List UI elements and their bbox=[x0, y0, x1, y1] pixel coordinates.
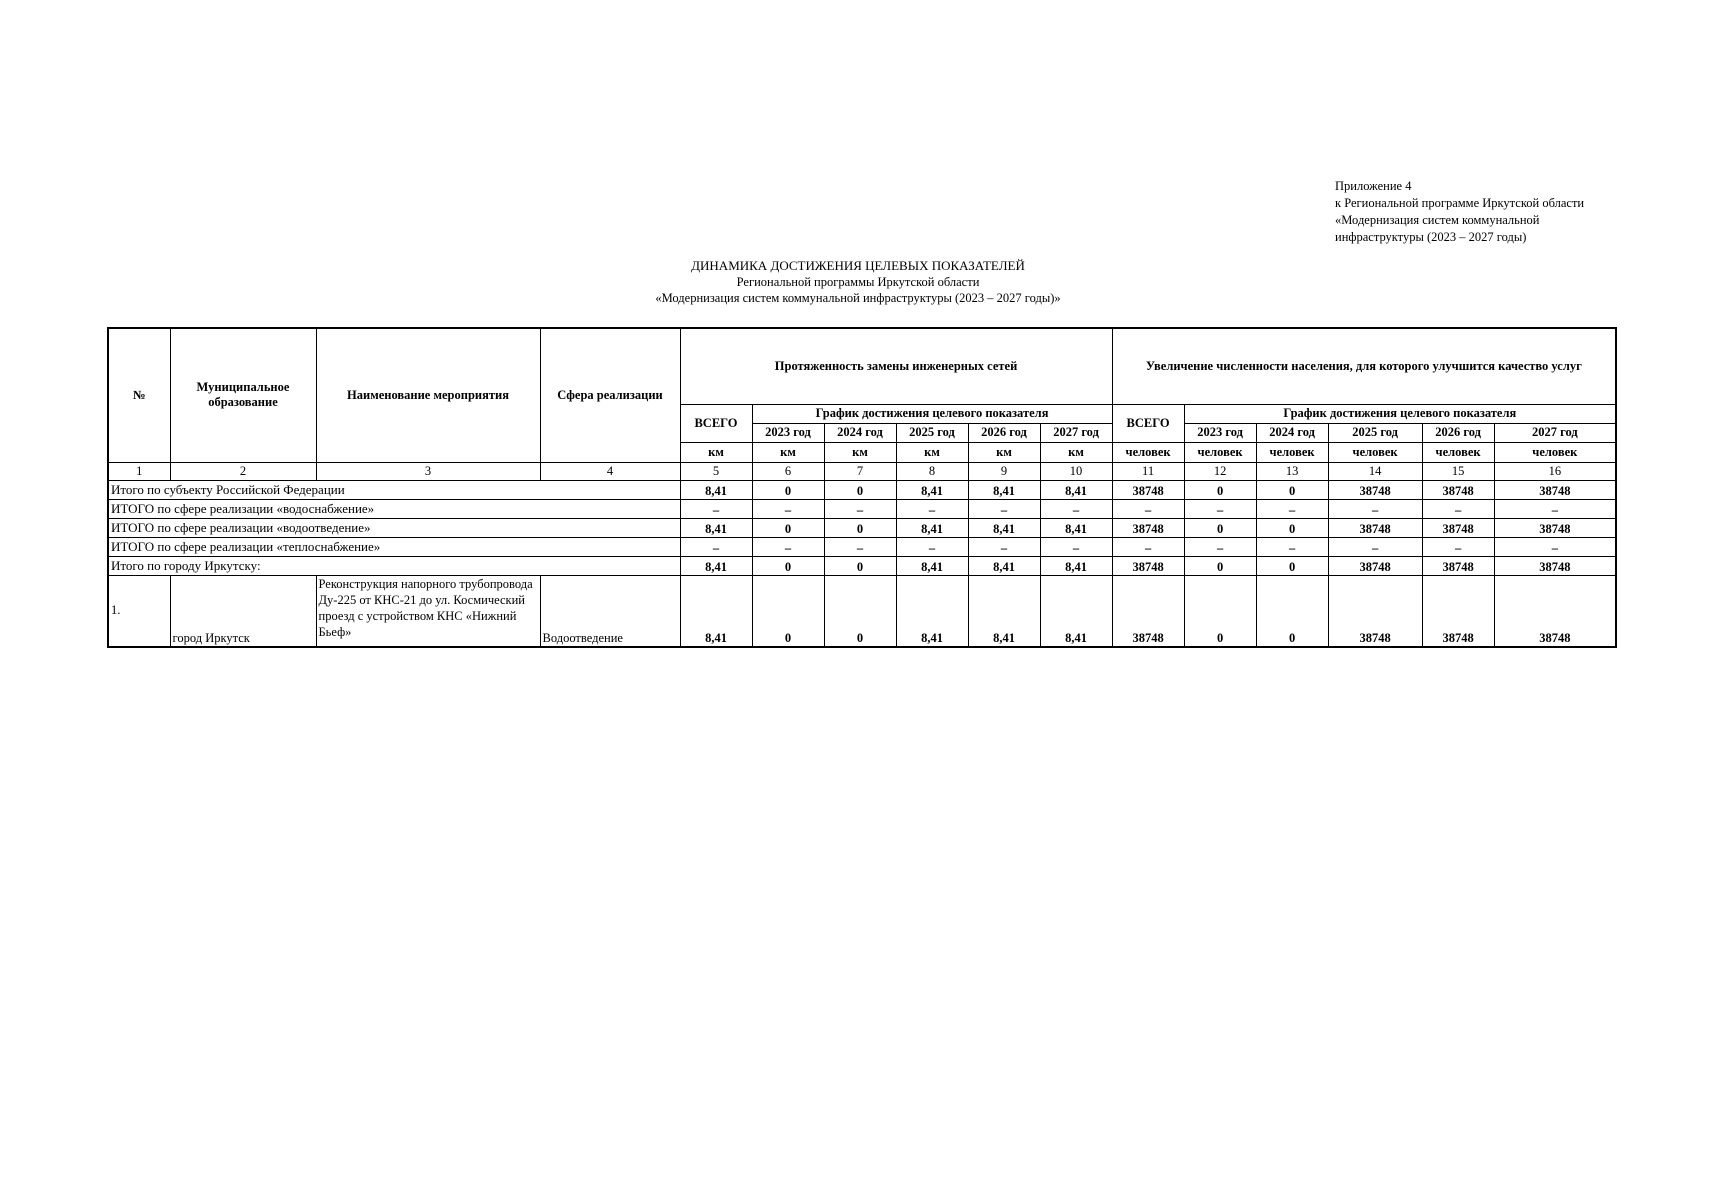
header-year: 2024 год bbox=[1256, 423, 1328, 442]
column-number: 15 bbox=[1422, 462, 1494, 480]
unit-km: км bbox=[824, 442, 896, 462]
unit-km: км bbox=[968, 442, 1040, 462]
unit-people: человек bbox=[1494, 442, 1616, 462]
summary-row bbox=[108, 480, 1616, 499]
summary-value: – bbox=[1256, 537, 1328, 556]
summary-value: 0 bbox=[1184, 480, 1256, 499]
column-number: 5 bbox=[680, 462, 752, 480]
column-number: 9 bbox=[968, 462, 1040, 480]
header-year: 2027 год bbox=[1494, 423, 1616, 442]
summary-value: 38748 bbox=[1328, 480, 1422, 499]
table-row bbox=[108, 575, 1616, 647]
row-value: 8,41 bbox=[968, 575, 1040, 647]
summary-value: – bbox=[1256, 499, 1328, 518]
summary-value: 8,41 bbox=[896, 518, 968, 537]
summary-value: 38748 bbox=[1112, 480, 1184, 499]
column-number: 8 bbox=[896, 462, 968, 480]
summary-label: ИТОГО по сфере реализации «водоотведение» bbox=[108, 518, 680, 537]
summary-label: Итого по субъекту Российской Федерации bbox=[108, 480, 680, 499]
summary-value: – bbox=[1422, 499, 1494, 518]
summary-value: 0 bbox=[824, 518, 896, 537]
unit-people: человек bbox=[1256, 442, 1328, 462]
summary-value: 0 bbox=[824, 480, 896, 499]
summary-value: – bbox=[1422, 537, 1494, 556]
summary-value: 38748 bbox=[1422, 556, 1494, 575]
header-year: 2025 год bbox=[896, 423, 968, 442]
summary-value: 8,41 bbox=[1040, 556, 1112, 575]
summary-value: – bbox=[896, 537, 968, 556]
unit-people: человек bbox=[1184, 442, 1256, 462]
row-value: 0 bbox=[1184, 575, 1256, 647]
appendix-line: Приложение 4 bbox=[1335, 179, 1412, 193]
summary-value: 8,41 bbox=[896, 480, 968, 499]
summary-value: 38748 bbox=[1328, 518, 1422, 537]
summary-value: 8,41 bbox=[1040, 518, 1112, 537]
summary-value: 8,41 bbox=[1040, 480, 1112, 499]
unit-people: человек bbox=[1422, 442, 1494, 462]
header-year: 2023 год bbox=[752, 423, 824, 442]
document-subtitle: «Модернизация систем коммунальной инфраструктуры (2023 – 2027 годы)» bbox=[655, 291, 1061, 305]
summary-value: 8,41 bbox=[968, 480, 1040, 499]
summary-value: 38748 bbox=[1422, 480, 1494, 499]
header-total-km: ВСЕГО bbox=[680, 404, 752, 442]
column-number: 16 bbox=[1494, 462, 1616, 480]
row-number: 1. bbox=[108, 575, 170, 647]
summary-value: – bbox=[1184, 499, 1256, 518]
appendix-note bbox=[1335, 178, 1705, 246]
summary-label: ИТОГО по сфере реализации «теплоснабжение» bbox=[108, 537, 680, 556]
header-population: Увеличение численности населения, для которого улучшится качество услуг bbox=[1112, 328, 1616, 404]
row-value: 38748 bbox=[1112, 575, 1184, 647]
summary-row bbox=[108, 499, 1616, 518]
summary-value: – bbox=[752, 499, 824, 518]
summary-value: – bbox=[968, 537, 1040, 556]
summary-value: 0 bbox=[752, 556, 824, 575]
row-value: 8,41 bbox=[1040, 575, 1112, 647]
column-number: 4 bbox=[540, 462, 680, 480]
column-number: 12 bbox=[1184, 462, 1256, 480]
column-number: 13 bbox=[1256, 462, 1328, 480]
summary-value: – bbox=[680, 499, 752, 518]
unit-km: км bbox=[1040, 442, 1112, 462]
column-number: 6 bbox=[752, 462, 824, 480]
summary-value: – bbox=[896, 499, 968, 518]
header-year: 2026 год bbox=[968, 423, 1040, 442]
summary-value: 8,41 bbox=[680, 518, 752, 537]
column-number-row bbox=[108, 462, 1616, 480]
row-value: 8,41 bbox=[896, 575, 968, 647]
row-value: 8,41 bbox=[680, 575, 752, 647]
header-year: 2024 год bbox=[824, 423, 896, 442]
summary-value: – bbox=[1328, 499, 1422, 518]
summary-value: – bbox=[1184, 537, 1256, 556]
summary-value: 0 bbox=[1184, 556, 1256, 575]
appendix-line: «Модернизация систем коммунальной bbox=[1335, 213, 1540, 227]
summary-value: – bbox=[824, 499, 896, 518]
summary-value: – bbox=[1328, 537, 1422, 556]
header-network-length: Протяженность замены инженерных сетей bbox=[680, 328, 1112, 404]
unit-people: человек bbox=[1328, 442, 1422, 462]
column-number: 11 bbox=[1112, 462, 1184, 480]
appendix-line: к Региональной программе Иркутской области bbox=[1335, 196, 1585, 210]
summary-row bbox=[108, 556, 1616, 575]
header-sphere: Сфера реализации bbox=[540, 328, 680, 462]
appendix-line: инфраструктуры (2023 – 2027 годы) bbox=[1335, 230, 1527, 244]
unit-km: км bbox=[896, 442, 968, 462]
summary-value: – bbox=[1040, 499, 1112, 518]
row-value: 0 bbox=[824, 575, 896, 647]
summary-value: – bbox=[752, 537, 824, 556]
summary-value: 0 bbox=[752, 480, 824, 499]
summary-value: 8,41 bbox=[968, 518, 1040, 537]
summary-value: 0 bbox=[1184, 518, 1256, 537]
header-year: 2025 год bbox=[1328, 423, 1422, 442]
row-value: 0 bbox=[1256, 575, 1328, 647]
summary-value: 8,41 bbox=[680, 556, 752, 575]
row-value: 38748 bbox=[1422, 575, 1494, 647]
column-number: 14 bbox=[1328, 462, 1422, 480]
header-total-people: ВСЕГО bbox=[1112, 404, 1184, 442]
summary-value: – bbox=[1040, 537, 1112, 556]
summary-row bbox=[108, 537, 1616, 556]
summary-value: 38748 bbox=[1112, 518, 1184, 537]
summary-value: 0 bbox=[752, 518, 824, 537]
summary-value: 38748 bbox=[1328, 556, 1422, 575]
row-value: 38748 bbox=[1328, 575, 1422, 647]
summary-value: 0 bbox=[1256, 556, 1328, 575]
summary-value: 0 bbox=[1256, 518, 1328, 537]
header-event: Наименование мероприятия bbox=[316, 328, 540, 462]
summary-label: ИТОГО по сфере реализации «водоснабжение» bbox=[108, 499, 680, 518]
header-municipality: Муниципальное образование bbox=[170, 328, 316, 462]
summary-value: 0 bbox=[824, 556, 896, 575]
summary-value: – bbox=[1112, 499, 1184, 518]
row-value: 0 bbox=[752, 575, 824, 647]
header-schedule-km: График достижения целевого показателя bbox=[752, 404, 1112, 423]
document-subtitle: Региональной программы Иркутской области bbox=[736, 275, 980, 289]
unit-km: км bbox=[752, 442, 824, 462]
summary-value: 38748 bbox=[1494, 518, 1616, 537]
summary-label: Итого по городу Иркутску: bbox=[108, 556, 680, 575]
summary-value: – bbox=[680, 537, 752, 556]
summary-value: 38748 bbox=[1422, 518, 1494, 537]
row-event: Реконструкция напорного трубопровода Ду-225 от КНС-21 до ул. Космический проезд с устройством КНС «Нижний Бьеф» bbox=[316, 575, 540, 647]
summary-value: – bbox=[824, 537, 896, 556]
summary-value: – bbox=[968, 499, 1040, 518]
summary-value: 8,41 bbox=[896, 556, 968, 575]
summary-value: 38748 bbox=[1112, 556, 1184, 575]
document-title: ДИНАМИКА ДОСТИЖЕНИЯ ЦЕЛЕВЫХ ПОКАЗАТЕЛЕЙ bbox=[691, 258, 1025, 273]
header-year: 2026 год bbox=[1422, 423, 1494, 442]
unit-people: человек bbox=[1112, 442, 1184, 462]
document-heading bbox=[0, 258, 1716, 306]
summary-value: 0 bbox=[1256, 480, 1328, 499]
summary-value: 8,41 bbox=[680, 480, 752, 499]
row-sphere: Водоотведение bbox=[540, 575, 680, 647]
column-number: 10 bbox=[1040, 462, 1112, 480]
summary-value: 38748 bbox=[1494, 480, 1616, 499]
column-number: 1 bbox=[108, 462, 170, 480]
summary-value: 8,41 bbox=[968, 556, 1040, 575]
summary-value: – bbox=[1494, 499, 1616, 518]
column-number: 7 bbox=[824, 462, 896, 480]
unit-km: км bbox=[680, 442, 752, 462]
column-number: 2 bbox=[170, 462, 316, 480]
header-no: № bbox=[108, 328, 170, 462]
summary-row bbox=[108, 518, 1616, 537]
header-year: 2023 год bbox=[1184, 423, 1256, 442]
header-schedule-people: График достижения целевого показателя bbox=[1184, 404, 1616, 423]
header-year: 2027 год bbox=[1040, 423, 1112, 442]
row-value: 38748 bbox=[1494, 575, 1616, 647]
summary-value: – bbox=[1494, 537, 1616, 556]
summary-value: 38748 bbox=[1494, 556, 1616, 575]
row-municipality: город Иркутск bbox=[170, 575, 316, 647]
summary-value: – bbox=[1112, 537, 1184, 556]
column-number: 3 bbox=[316, 462, 540, 480]
indicators-table bbox=[107, 327, 1617, 648]
